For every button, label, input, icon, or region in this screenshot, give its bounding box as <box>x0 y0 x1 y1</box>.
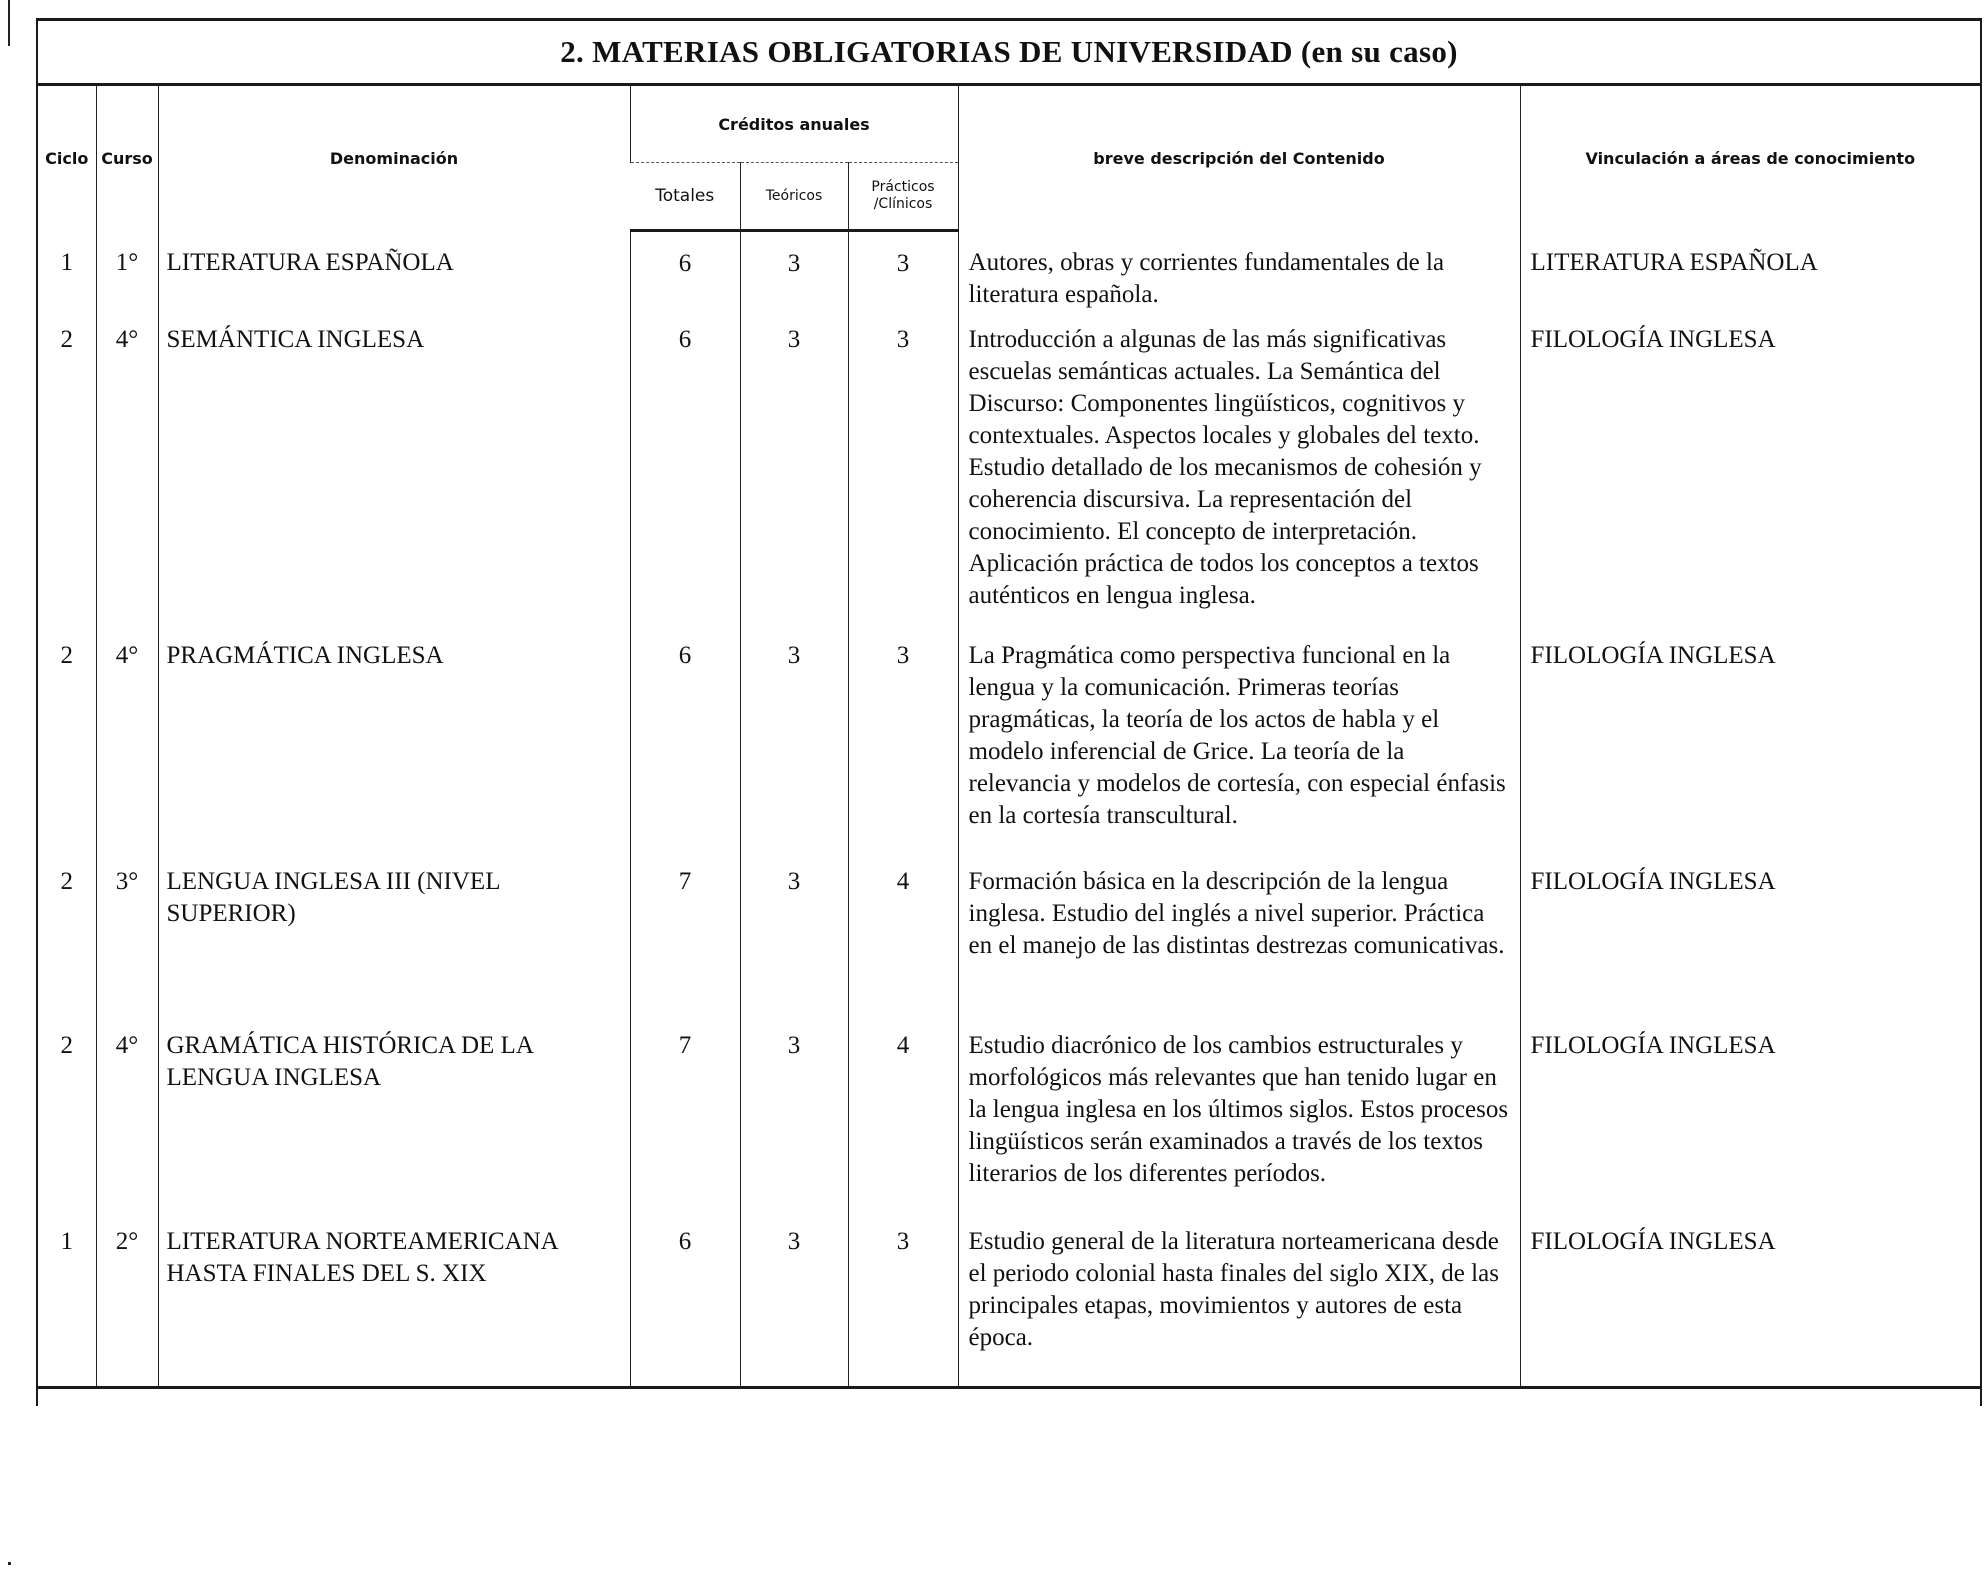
table-header-row <box>38 86 1980 163</box>
header-practicos: Prácticos /Clínicos <box>848 163 958 231</box>
cell-denominacion: LITERATURA NORTEAMERICANA HASTA FINALES DEL S. XIX <box>158 1220 630 1388</box>
cell-contenido: Estudio diacrónico de los cambios estructurales y morfológicos más relevantes que han tenido lugar en la lengua inglesa en los últimos siglos. Estos procesos lingüísticos serán examinados a través de los textos literarios de los diferentes períodos. <box>958 1024 1520 1220</box>
cell-denominacion: SEMÁNTICA INGLESA <box>158 318 630 634</box>
cell-curso: 4° <box>96 1024 158 1220</box>
cell-practicos: 3 <box>848 231 958 319</box>
cell-denominacion: PRAGMÁTICA INGLESA <box>158 634 630 860</box>
cell-teoricos: 3 <box>740 1220 848 1388</box>
cell-ciclo: 1 <box>60 248 73 276</box>
cell-practicos: 3 <box>848 318 958 634</box>
cell-contenido: Formación básica en la descripción de la lengua inglesa. Estudio del inglés a nivel superior. Práctica en el manejo de las distintas destrezas comunicativas. <box>958 860 1520 1024</box>
cell-denominacion: LITERATURA ESPAÑOLA <box>158 231 630 319</box>
table-row <box>38 860 1980 1024</box>
table-row <box>38 1220 1980 1388</box>
cell-totales: 6 <box>630 1220 740 1388</box>
cell-practicos: 3 <box>848 1220 958 1388</box>
cell-totales: 6 <box>630 634 740 860</box>
cell-contenido: La Pragmática como perspectiva funcional en la lengua y la comunicación. Primeras teorías pragmáticas, la teoría de los actos de habla y el modelo inferencial de Grice. La teoría de la relevancia y modelos de cortesía, con especial énfasis en la cortesía transcultural. <box>958 634 1520 860</box>
cell-practicos: 4 <box>848 1024 958 1220</box>
cell-ciclo: 2 <box>60 642 73 669</box>
header-contenido: breve descripción del Contenido <box>958 86 1520 231</box>
cell-ciclo: 2 <box>60 1032 73 1059</box>
cell-totales: 7 <box>630 860 740 1024</box>
header-totales: Totales <box>630 163 740 231</box>
cell-teoricos: 3 <box>740 860 848 1024</box>
header-curso: Curso <box>96 86 158 231</box>
cell-teoricos: 3 <box>740 1024 848 1220</box>
cell-teoricos: 3 <box>740 634 848 860</box>
cell-totales: 6 <box>630 231 740 319</box>
cell-curso: 1° <box>96 231 158 319</box>
table-row <box>38 318 1980 634</box>
cell-teoricos: 3 <box>740 318 848 634</box>
cell-teoricos: 3 <box>740 231 848 319</box>
cell-totales: 7 <box>630 1024 740 1220</box>
header-denominacion: Denominación <box>158 86 630 231</box>
cell-practicos: 3 <box>848 634 958 860</box>
header-creditos-anuales: Créditos anuales <box>630 86 958 163</box>
cell-ciclo: 1 <box>38 1220 96 1388</box>
page-title: 2. MATERIAS OBLIGATORIAS DE UNIVERSIDAD (en su caso) <box>38 21 1980 86</box>
cell-ciclo: 2 <box>60 326 73 353</box>
scan-edge-mark-bottom <box>8 1562 11 1565</box>
cell-area: FILOLOGÍA INGLESA <box>1520 634 1980 860</box>
subjects-table <box>38 86 1980 1389</box>
cell-area: FILOLOGÍA INGLESA <box>1520 318 1980 634</box>
cell-curso: 4° <box>96 634 158 860</box>
cell-area: LITERATURA ESPAÑOLA <box>1520 231 1980 319</box>
header-teoricos: Teóricos <box>740 163 848 231</box>
header-ciclo: Ciclo <box>45 148 89 168</box>
cell-denominacion: GRAMÁTICA HISTÓRICA DE LA LENGUA INGLESA <box>158 1024 630 1220</box>
cell-area: FILOLOGÍA INGLESA <box>1520 1024 1980 1220</box>
table-row <box>38 634 1980 860</box>
cell-totales: 6 <box>630 318 740 634</box>
cell-curso: 4° <box>96 318 158 634</box>
table-row <box>38 1024 1980 1220</box>
scan-edge-mark-top <box>8 0 10 46</box>
cell-ciclo: 2 <box>60 868 73 895</box>
cell-curso: 2° <box>96 1220 158 1388</box>
cell-area: FILOLOGÍA INGLESA <box>1520 860 1980 1024</box>
cell-curso: 3° <box>96 860 158 1024</box>
cell-contenido: Introducción a algunas de las más significativas escuelas semánticas actuales. La Semántica del Discurso: Componentes lingüísticos, cognitivos y contextuales. Aspectos locales y globales del texto. Estudio detallado de los mecanismos de cohesión y coherencia discursiva. La representación del conocimiento. El concepto de interpretación. Aplicación práctica de todos los conceptos a textos auténticos en lengua inglesa. <box>958 318 1520 634</box>
cell-denominacion: LENGUA INGLESA III (NIVEL SUPERIOR) <box>158 860 630 1024</box>
cell-practicos: 4 <box>848 860 958 1024</box>
cell-area: FILOLOGÍA INGLESA <box>1520 1220 1980 1388</box>
cell-contenido: Estudio general de la literatura norteamericana desde el periodo colonial hasta finales del siglo XIX, de las principales etapas, movimientos y autores de esta época. <box>958 1220 1520 1388</box>
cell-contenido: Autores, obras y corrientes fundamentales de la literatura española. <box>958 231 1520 319</box>
table-row <box>38 231 1980 319</box>
document-sheet <box>36 18 1982 1406</box>
header-vinculacion: Vinculación a áreas de conocimiento <box>1520 86 1980 231</box>
